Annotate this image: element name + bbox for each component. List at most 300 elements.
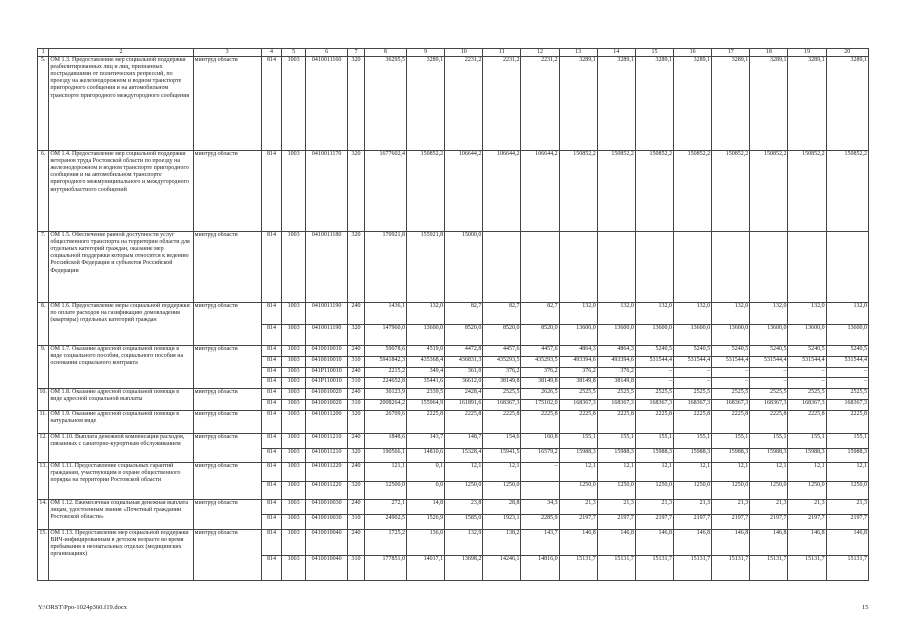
year-amount: 1250,0: [597, 481, 635, 500]
year-amount: 4864,3: [559, 346, 597, 357]
section-code: 1003: [282, 151, 306, 232]
row-number: 12.: [38, 434, 49, 463]
year-amount: 23,8: [445, 500, 483, 515]
year-amount: [826, 232, 868, 303]
target-article-code: 0410010030: [306, 500, 348, 515]
year-amount: 155,1: [750, 434, 788, 449]
target-article-code: 0410010020: [306, 389, 348, 400]
year-amount: 1250,0: [445, 481, 483, 500]
grbs-code: 814: [261, 555, 282, 581]
year-amount: 15131,7: [597, 555, 635, 581]
year-amount: –: [635, 367, 673, 378]
year-amount: 175102,0: [521, 400, 559, 411]
year-amount: 13600,0: [597, 324, 635, 346]
expense-type-code: 240: [348, 463, 364, 482]
year-amount: 2285,9: [521, 515, 559, 530]
target-article-code: 0410011170: [306, 151, 348, 232]
year-amount: 3289,1: [750, 57, 788, 151]
year-amount: 12,1: [826, 463, 868, 482]
year-amount: 531544,4: [674, 356, 712, 367]
total-amount: 12500,0: [364, 481, 406, 500]
grbs-code: 814: [261, 232, 282, 303]
year-amount: 168367,3: [483, 400, 521, 411]
total-amount: 2215,2: [364, 367, 406, 378]
year-amount: 150852,2: [407, 151, 445, 232]
year-amount: 82,7: [445, 303, 483, 325]
column-number: 10: [445, 49, 483, 57]
column-number: 11: [483, 49, 521, 57]
executor: минтруд области: [193, 530, 261, 581]
year-amount: 132,0: [826, 303, 868, 325]
year-amount: 13600,0: [559, 324, 597, 346]
year-amount: 436831,3: [445, 356, 483, 367]
section-code: 1003: [282, 389, 306, 400]
year-amount: –: [788, 367, 826, 378]
row-number: 14.: [38, 500, 49, 530]
year-amount: [750, 232, 788, 303]
executor: минтруд области: [193, 463, 261, 500]
year-amount: 15000,0: [445, 232, 483, 303]
section-code: 1003: [282, 232, 306, 303]
total-amount: 36295,5: [364, 57, 406, 151]
total-amount: 190566,1: [364, 448, 406, 463]
year-amount: 38149,8: [483, 378, 521, 389]
year-amount: 349,4: [407, 367, 445, 378]
year-amount: [521, 232, 559, 303]
year-amount: 21,3: [826, 500, 868, 515]
measure-name: ОМ 1.7. Оказание адресной социальной помощи в виде социального пособия, социального пособия на основании социального контракта: [49, 346, 193, 389]
year-amount: 4864,3: [597, 346, 635, 357]
year-amount: 146,8: [788, 530, 826, 556]
year-amount: 8520,0: [483, 324, 521, 346]
year-amount: 15131,7: [559, 555, 597, 581]
row-number: 5.: [38, 57, 49, 151]
year-amount: 3289,1: [674, 57, 712, 151]
year-amount: 168367,3: [674, 400, 712, 411]
year-amount: 2197,7: [750, 515, 788, 530]
year-amount: 2197,7: [559, 515, 597, 530]
total-amount: 59078,6: [364, 346, 406, 357]
year-amount: 13600,0: [788, 324, 826, 346]
year-amount: 435293,5: [483, 356, 521, 367]
expense-type-code: 310: [348, 515, 364, 530]
year-amount: 1250,0: [826, 481, 868, 500]
total-amount: 5941842,3: [364, 356, 406, 367]
target-article-code: 041P110010: [306, 367, 348, 378]
year-amount: 132,0: [674, 303, 712, 325]
year-amount: 160,8: [521, 434, 559, 449]
year-amount: 0,1: [407, 463, 445, 482]
column-number: 3: [193, 49, 261, 57]
year-amount: 161891,6: [445, 400, 483, 411]
year-amount: 35441,6: [407, 378, 445, 389]
year-amount: –: [521, 463, 559, 482]
year-amount: 132,0: [712, 303, 750, 325]
grbs-code: 814: [261, 411, 282, 434]
year-amount: 2197,7: [712, 515, 750, 530]
grbs-code: 814: [261, 367, 282, 378]
executor: минтруд области: [193, 434, 261, 463]
target-article-code: 0410010040: [306, 530, 348, 556]
year-amount: 168367,3: [712, 400, 750, 411]
year-amount: 15988,3: [750, 448, 788, 463]
year-amount: 143,7: [407, 434, 445, 449]
year-amount: 132,0: [635, 303, 673, 325]
total-amount: 121,1: [364, 463, 406, 482]
measure-name: ОМ 1.6. Предоставление меры социальной поддержки по оплате расходов на газификацию домовладения (квартиры) отдельных категорий граждан: [49, 303, 193, 346]
year-amount: 2525,5: [674, 389, 712, 400]
year-amount: 168367,3: [826, 400, 868, 411]
year-amount: 155,1: [635, 434, 673, 449]
year-amount: 12,1: [750, 463, 788, 482]
year-amount: 146,8: [750, 530, 788, 556]
column-number: 5: [282, 49, 306, 57]
section-code: 1003: [282, 555, 306, 581]
target-article-code: 0410011220: [306, 481, 348, 500]
year-amount: 21,3: [559, 500, 597, 515]
year-amount: 132,9: [445, 530, 483, 556]
year-amount: 21,3: [750, 500, 788, 515]
column-number: 16: [674, 49, 712, 57]
expense-type-code: 240: [348, 346, 364, 357]
year-amount: –: [674, 367, 712, 378]
year-amount: [559, 232, 597, 303]
year-amount: 14816,0: [521, 555, 559, 581]
table-row: [38, 411, 869, 434]
column-number: 14: [597, 49, 635, 57]
section-code: 1003: [282, 367, 306, 378]
grbs-code: 814: [261, 530, 282, 556]
year-amount: 14,8: [407, 500, 445, 515]
year-amount: 21,3: [635, 500, 673, 515]
column-number: 17: [712, 49, 750, 57]
target-article-code: 041P110010: [306, 378, 348, 389]
year-amount: 13698,2: [445, 555, 483, 581]
target-article-code: 0410011190: [306, 303, 348, 325]
total-amount: 147960,0: [364, 324, 406, 346]
year-amount: 34,3: [521, 500, 559, 515]
section-code: 1003: [282, 500, 306, 515]
expense-type-code: 240: [348, 303, 364, 325]
budget-table-sheet: [37, 48, 869, 581]
target-article-code: 0410011210: [306, 448, 348, 463]
year-amount: 148,7: [445, 434, 483, 449]
year-amount: 150852,2: [826, 151, 868, 232]
section-code: 1003: [282, 530, 306, 556]
year-amount: 2525,5: [597, 389, 635, 400]
executor: минтруд области: [193, 346, 261, 389]
year-amount: 3289,1: [712, 57, 750, 151]
expense-type-code: 320: [348, 57, 364, 151]
year-amount: 21,3: [788, 500, 826, 515]
year-amount: 2225,8: [521, 411, 559, 434]
year-amount: 2525,5: [750, 389, 788, 400]
row-number: 15.: [38, 530, 49, 581]
footer-file-path: Y:\ORST\Ppo-1024p360.f19.docx: [38, 604, 127, 611]
target-article-code: 0410011180: [306, 232, 348, 303]
year-amount: 1250,0: [750, 481, 788, 500]
year-amount: 3289,1: [559, 57, 597, 151]
row-number: 8.: [38, 303, 49, 346]
year-amount: 15131,7: [674, 555, 712, 581]
year-amount: 150852,2: [597, 151, 635, 232]
year-amount: 13600,0: [712, 324, 750, 346]
year-amount: 531544,4: [826, 356, 868, 367]
year-amount: 2525,5: [826, 389, 868, 400]
year-amount: 3289,1: [788, 57, 826, 151]
year-amount: 2225,8: [407, 411, 445, 434]
target-article-code: 0410010010: [306, 346, 348, 357]
year-amount: 15131,7: [712, 555, 750, 581]
column-number: 4: [261, 49, 282, 57]
year-amount: 531544,4: [712, 356, 750, 367]
year-amount: –: [750, 367, 788, 378]
year-amount: 1250,0: [674, 481, 712, 500]
year-amount: 168367,3: [788, 400, 826, 411]
year-amount: [521, 481, 559, 500]
year-amount: 0,0: [407, 481, 445, 500]
total-amount: 1848,6: [364, 434, 406, 449]
year-amount: 15988,3: [635, 448, 673, 463]
year-amount: 155,1: [826, 434, 868, 449]
year-amount: 146,8: [597, 530, 635, 556]
year-amount: 531544,4: [750, 356, 788, 367]
column-number: 7: [348, 49, 364, 57]
year-amount: 8520,0: [521, 324, 559, 346]
year-amount: 2225,8: [712, 411, 750, 434]
year-amount: 155,1: [788, 434, 826, 449]
year-amount: 5240,5: [635, 346, 673, 357]
table-row: [38, 346, 869, 357]
year-amount: 12,1: [559, 463, 597, 482]
year-amount: 146,8: [559, 530, 597, 556]
column-number: 8: [364, 49, 406, 57]
year-amount: 155964,9: [407, 400, 445, 411]
target-article-code: 0410011160: [306, 57, 348, 151]
year-amount: 2225,8: [674, 411, 712, 434]
grbs-code: 814: [261, 151, 282, 232]
total-amount: 272,1: [364, 500, 406, 515]
year-amount: 2225,8: [635, 411, 673, 434]
year-amount: 106644,2: [445, 151, 483, 232]
grbs-code: 814: [261, 400, 282, 411]
column-number: 19: [788, 49, 826, 57]
year-amount: 155,1: [559, 434, 597, 449]
year-amount: 2525,5: [712, 389, 750, 400]
expense-type-code: 320: [348, 151, 364, 232]
year-amount: 82,7: [483, 303, 521, 325]
section-code: 1003: [282, 411, 306, 434]
expense-type-code: 240: [348, 389, 364, 400]
section-code: 1003: [282, 346, 306, 357]
year-amount: –: [712, 378, 750, 389]
year-amount: 15988,3: [597, 448, 635, 463]
year-amount: 5240,5: [826, 346, 868, 357]
year-amount: 136,0: [407, 530, 445, 556]
expense-type-code: 320: [348, 324, 364, 346]
budget-table: [37, 48, 869, 581]
year-amount: 146,8: [635, 530, 673, 556]
grbs-code: 814: [261, 346, 282, 357]
year-amount: 132,0: [597, 303, 635, 325]
year-amount: 15328,4: [445, 448, 483, 463]
year-amount: 2225,8: [788, 411, 826, 434]
grbs-code: 814: [261, 448, 282, 463]
year-amount: 143,7: [521, 530, 559, 556]
target-article-code: 0410011220: [306, 463, 348, 482]
year-amount: 12,1: [483, 463, 521, 482]
year-amount: 14017,1: [407, 555, 445, 581]
grbs-code: 814: [261, 378, 282, 389]
year-amount: 4457,6: [521, 346, 559, 357]
total-amount: 1677602,4: [364, 151, 406, 232]
year-amount: 2197,7: [674, 515, 712, 530]
year-amount: 1250,0: [483, 481, 521, 500]
total-amount: 1436,1: [364, 303, 406, 325]
total-amount: 224652,8: [364, 378, 406, 389]
year-amount: 21,3: [597, 500, 635, 515]
year-amount: 154,6: [483, 434, 521, 449]
year-amount: 146,8: [674, 530, 712, 556]
year-amount: –: [635, 378, 673, 389]
year-amount: 16579,2: [521, 448, 559, 463]
year-amount: 12,1: [635, 463, 673, 482]
year-amount: 12,1: [445, 463, 483, 482]
year-amount: 435368,4: [407, 356, 445, 367]
year-amount: 168367,3: [559, 400, 597, 411]
year-amount: 21,3: [674, 500, 712, 515]
grbs-code: 814: [261, 481, 282, 500]
section-code: 1003: [282, 303, 306, 325]
grbs-code: 814: [261, 389, 282, 400]
year-amount: 12,1: [788, 463, 826, 482]
year-amount: 150852,2: [788, 151, 826, 232]
year-amount: 531544,4: [788, 356, 826, 367]
target-article-code: 0410010040: [306, 555, 348, 581]
year-amount: 14246,1: [483, 555, 521, 581]
expense-type-code: 310: [348, 555, 364, 581]
year-amount: 155921,8: [407, 232, 445, 303]
year-amount: 155,1: [712, 434, 750, 449]
measure-name: ОМ 1.12. Ежемесячная социальная денежная выплата лицам, удостоенным звания «Почетный гражданин Ростовской области»: [49, 500, 193, 530]
year-amount: –: [750, 378, 788, 389]
year-amount: 361,0: [445, 367, 483, 378]
year-amount: 2525,5: [635, 389, 673, 400]
year-amount: 168367,3: [597, 400, 635, 411]
measure-name: ОМ 1.3. Предоставление мер социальной поддержки реабилитированных лиц и лиц, признанных пострадавшими от политических репрессий, по проезду на железнодорожном и водном транспорте пригородного сообщения и на автомобильном транспорте пригородного междугородного сообщения: [49, 57, 193, 151]
section-code: 1003: [282, 400, 306, 411]
row-number: 13.: [38, 463, 49, 500]
column-number: 20: [826, 49, 868, 57]
total-amount: 2008264,2: [364, 400, 406, 411]
year-amount: 2525,5: [559, 389, 597, 400]
year-amount: 2525,5: [483, 389, 521, 400]
total-amount: 1725,2: [364, 530, 406, 556]
year-amount: 4519,0: [407, 346, 445, 357]
year-amount: 146,8: [826, 530, 868, 556]
year-amount: 155,1: [597, 434, 635, 449]
year-amount: 8520,0: [445, 324, 483, 346]
year-amount: 15988,3: [788, 448, 826, 463]
row-number: 9.: [38, 346, 49, 389]
year-amount: [635, 232, 673, 303]
year-amount: 13600,0: [826, 324, 868, 346]
year-amount: 12,1: [674, 463, 712, 482]
expense-type-code: 240: [348, 367, 364, 378]
measure-name: ОМ 1.9. Оказание адресной социальной помощи в натуральном виде: [49, 411, 193, 434]
column-number: 15: [635, 49, 673, 57]
year-amount: 132,0: [407, 303, 445, 325]
year-amount: 5240,5: [674, 346, 712, 357]
column-number: 1: [38, 49, 49, 57]
year-amount: 2225,8: [445, 411, 483, 434]
year-amount: 13600,0: [750, 324, 788, 346]
year-amount: 146,8: [712, 530, 750, 556]
year-amount: 531544,4: [635, 356, 673, 367]
section-code: 1003: [282, 481, 306, 500]
table-row: [38, 389, 869, 400]
table-row: [38, 500, 869, 515]
year-amount: –: [826, 378, 868, 389]
year-amount: [788, 232, 826, 303]
grbs-code: 814: [261, 356, 282, 367]
year-amount: 15988,3: [674, 448, 712, 463]
grbs-code: 814: [261, 515, 282, 530]
grbs-code: 814: [261, 463, 282, 482]
expense-type-code: 320: [348, 411, 364, 434]
target-article-code: 0410010010: [306, 356, 348, 367]
column-number: 12: [521, 49, 559, 57]
year-amount: 12,1: [712, 463, 750, 482]
year-amount: –: [788, 378, 826, 389]
year-amount: 2225,8: [826, 411, 868, 434]
total-amount: 30123,9: [364, 389, 406, 400]
executor: минтруд области: [193, 500, 261, 530]
year-amount: 155,1: [674, 434, 712, 449]
expense-type-code: 240: [348, 434, 364, 449]
page-number: 15: [862, 604, 869, 611]
measure-name: ОМ 1.5. Обеспечение равной доступности услуг общественного транспорта на территории области для отдельных категорий граждан, оказание мер социальной поддержки которым относится к ведению Российской Федерации и субъектов Российской Федерации: [49, 232, 193, 303]
executor: минтруд области: [193, 151, 261, 232]
grbs-code: 814: [261, 434, 282, 449]
year-amount: 14810,6: [407, 448, 445, 463]
grbs-code: 814: [261, 324, 282, 346]
column-number: 18: [750, 49, 788, 57]
expense-type-code: 310: [348, 356, 364, 367]
year-amount: 15941,5: [483, 448, 521, 463]
year-amount: 376,2: [483, 367, 521, 378]
expense-type-code: 240: [348, 530, 364, 556]
year-amount: 15988,3: [712, 448, 750, 463]
section-code: 1003: [282, 57, 306, 151]
measure-name: ОМ 1.11. Предоставление социальных гарантий гражданам, участвующим в охране общественного порядка на территории Ростовской области: [49, 463, 193, 500]
section-code: 1003: [282, 434, 306, 449]
year-amount: 1923,1: [483, 515, 521, 530]
year-amount: 5240,5: [750, 346, 788, 357]
year-amount: 28,8: [483, 500, 521, 515]
row-number: 7.: [38, 232, 49, 303]
year-amount: 2197,7: [597, 515, 635, 530]
table-row: [38, 434, 869, 449]
year-amount: 4472,8: [445, 346, 483, 357]
year-amount: 2225,8: [483, 411, 521, 434]
year-amount: 15131,7: [750, 555, 788, 581]
total-amount: 26709,6: [364, 411, 406, 434]
column-number: 6: [306, 49, 348, 57]
target-article-code: 0410011200: [306, 411, 348, 434]
grbs-code: 814: [261, 303, 282, 325]
year-amount: 13600,0: [635, 324, 673, 346]
